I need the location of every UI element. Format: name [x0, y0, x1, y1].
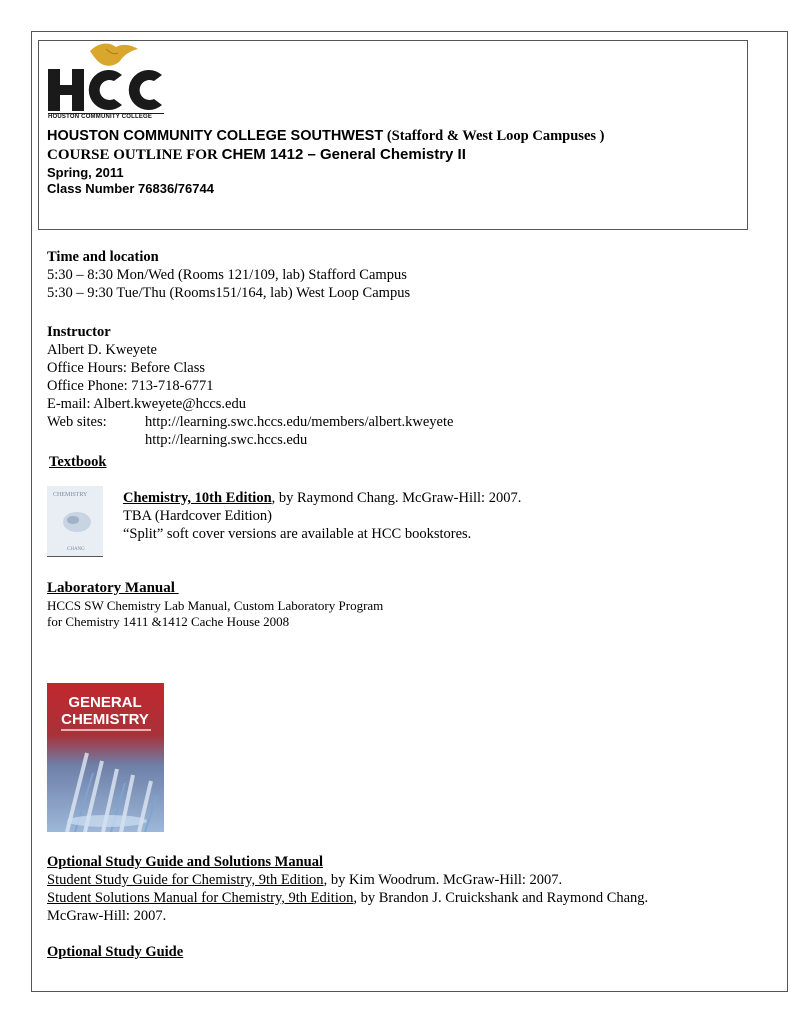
- lab-manual-heading-rule: [175, 579, 221, 597]
- optional-study-guide-heading: Optional Study Guide: [47, 944, 184, 960]
- instructor-heading: Instructor: [47, 324, 111, 340]
- web-link-2[interactable]: http://learning.swc.hccs.edu: [145, 432, 308, 448]
- textbook-citation: [123, 489, 521, 507]
- textbook-note: “Split” soft cover versions are available at HCC bookstores.: [123, 526, 472, 542]
- time-location-heading: Time and location: [47, 249, 159, 265]
- time-line-2: 5:30 – 9:30 Tue/Thu (Rooms151/164, lab) West Loop Campus: [47, 285, 411, 301]
- course-title: CHEM 1412 – General Chemistry II: [221, 146, 466, 163]
- lab-cover-title-2: CHEMISTRY: [61, 711, 149, 728]
- textbook-cover-title: CHEMISTRY: [53, 492, 88, 498]
- textbook-cover-author: CHANG: [67, 547, 85, 552]
- web-link-1[interactable]: http://learning.swc.hccs.edu/members/albert.kweyete: [145, 414, 454, 430]
- lab-manual-heading-text: Laboratory Manual: [47, 580, 175, 596]
- textbook-cover: [47, 486, 103, 557]
- solutions-manual-publisher: McGraw-Hill: 2007.: [47, 908, 167, 924]
- study-guide-item-2: [47, 889, 648, 907]
- textbook-heading: Textbook: [49, 454, 107, 470]
- lab-manual-cover: [47, 683, 164, 832]
- office-hours: Office Hours: Before Class: [47, 360, 205, 376]
- textbook-author: , by Raymond Chang. McGraw-Hill: 2007.: [271, 490, 522, 506]
- term: Spring, 2011: [47, 165, 124, 180]
- hcc-logo: [46, 41, 166, 123]
- web-label: Web sites:: [47, 414, 107, 430]
- instructor-name: Albert D. Kweyete: [47, 342, 157, 358]
- solutions-manual-title: Student Solutions Manual for Chemistry, 9th Edition: [47, 890, 354, 906]
- college-line: [47, 128, 604, 145]
- lab-manual-line-2: for Chemistry 1411 &1412 Cache House 2008: [47, 614, 290, 629]
- class-number: Class Number 76836/76744: [47, 181, 214, 196]
- lab-manual-heading: [47, 579, 221, 597]
- study-guide-title: Student Study Guide for Chemistry, 9th Edition: [47, 872, 324, 888]
- study-guide-item-1: [47, 871, 562, 889]
- solutions-manual-authors: , by Brandon J. Cruickshank and Raymond Chang.: [353, 890, 649, 906]
- email[interactable]: E-mail: Albert.kweyete@hccs.edu: [47, 396, 246, 412]
- study-guide-heading: Optional Study Guide and Solutions Manual: [47, 854, 324, 870]
- textbook-title: Chemistry, 10th Edition: [123, 490, 272, 506]
- textbook-edition: TBA (Hardcover Edition): [123, 508, 272, 524]
- college-campuses: (Stafford & West Loop Campuses ): [383, 128, 605, 144]
- course-outline-line: [47, 146, 466, 164]
- logo-caption: HOUSTON COMMUNITY COLLEGE: [48, 114, 153, 120]
- study-guide-author: , by Kim Woodrum. McGraw-Hill: 2007.: [323, 872, 563, 888]
- college-name: HOUSTON COMMUNITY COLLEGE SOUTHWEST: [47, 128, 384, 144]
- lab-cover-title-1: GENERAL: [68, 694, 142, 711]
- course-outline-label: COURSE OUTLINE FOR: [47, 147, 222, 163]
- time-line-1: 5:30 – 8:30 Mon/Wed (Rooms 121/109, lab) Stafford Campus: [47, 267, 407, 283]
- lab-manual-line-1: HCCS SW Chemistry Lab Manual, Custom Laboratory Program: [47, 598, 384, 613]
- office-phone: Office Phone: 713-718-6771: [47, 378, 214, 394]
